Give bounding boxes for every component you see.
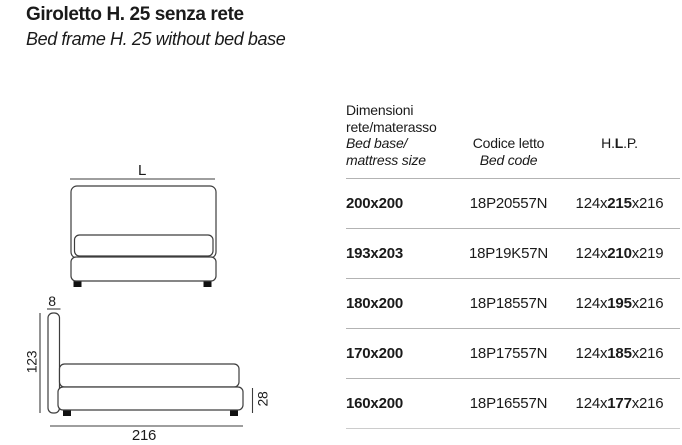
- cell-hlp: [551, 295, 680, 312]
- cell-hlp: [551, 195, 680, 212]
- table-row: [346, 379, 680, 429]
- table-row: [346, 179, 680, 229]
- hlp-p: x216: [631, 345, 664, 362]
- bed-front-view: [70, 162, 216, 287]
- header-size-en-line2: mattress size: [346, 151, 426, 168]
- cell-bed-code: 18P20557N: [469, 195, 548, 212]
- hlp-l: 210: [607, 245, 632, 262]
- hlp-h: 124x: [575, 295, 608, 312]
- dim-label-frame-height: 28: [254, 391, 271, 407]
- cell-size: 170x200: [346, 345, 403, 362]
- cell-hlp: [551, 395, 680, 412]
- table-row: [346, 329, 680, 379]
- cell-bed-code: 18P16557N: [469, 395, 548, 412]
- bed-foot-left: [74, 281, 82, 287]
- cell-hlp: [551, 245, 680, 262]
- title-block: [26, 2, 285, 50]
- hlp-pre: H.: [601, 134, 615, 151]
- table-row: [346, 229, 680, 279]
- hlp-l: 195: [607, 295, 632, 312]
- hlp-h: 124x: [575, 245, 608, 262]
- hlp-p: x216: [631, 295, 664, 312]
- bed-side-view: [24, 293, 271, 444]
- page-title: Giroletto H. 25 senza rete: [26, 4, 244, 25]
- dim-label-height: 123: [23, 350, 40, 374]
- header-code-it: Codice letto: [472, 135, 545, 151]
- dim-label-headboard-thickness: 8: [48, 293, 56, 309]
- technical-drawing: [0, 80, 341, 445]
- hlp-p: x219: [631, 245, 664, 262]
- header-hlp-column: [551, 135, 680, 152]
- cell-hlp: [551, 345, 680, 362]
- bed-foot-back: [230, 410, 238, 416]
- cell-bed-code: 18P17557N: [469, 345, 548, 362]
- header-size-column: [346, 102, 466, 168]
- hlp-l: 185: [607, 345, 632, 362]
- hlp-p: x216: [631, 395, 664, 412]
- hlp-h: 124x: [575, 195, 608, 212]
- table-row: [346, 279, 680, 329]
- bed-foot-front: [63, 410, 71, 416]
- cell-bed-code: 18P18557N: [469, 295, 548, 312]
- hlp-l: 215: [607, 195, 632, 212]
- dim-label-width: L: [137, 162, 147, 179]
- hlp-h: 124x: [575, 345, 608, 362]
- spec-table: [346, 95, 680, 429]
- base-side: [58, 387, 243, 410]
- cell-size: 200x200: [346, 195, 403, 212]
- cell-size: 160x200: [346, 395, 403, 412]
- hlp-bold: L: [614, 134, 624, 151]
- cell-size: 180x200: [346, 295, 403, 312]
- bed-foot-right: [204, 281, 212, 287]
- cell-size: 193x203: [346, 245, 403, 262]
- dim-label-total-depth: 216: [131, 427, 157, 444]
- hlp-post: .P.: [623, 134, 638, 151]
- header-size-it-line1: Dimensioni: [346, 102, 414, 118]
- hlp-h: 124x: [575, 395, 608, 412]
- frame-rail-front: [75, 235, 214, 256]
- page-subtitle: Bed frame H. 25 without bed base: [26, 29, 286, 49]
- hlp-p: x216: [631, 195, 664, 212]
- cell-bed-code: 18P19K57N: [468, 245, 549, 262]
- header-code-en: Bed code: [479, 151, 538, 168]
- hlp-l: 177: [607, 395, 632, 412]
- mattress-side: [60, 364, 240, 387]
- header-size-it-line2: rete/materasso: [346, 118, 437, 135]
- header-code-column: [466, 135, 551, 168]
- base-front: [71, 257, 216, 281]
- header-size-en-line1: Bed base/: [346, 135, 408, 151]
- spec-table-header: [346, 95, 680, 179]
